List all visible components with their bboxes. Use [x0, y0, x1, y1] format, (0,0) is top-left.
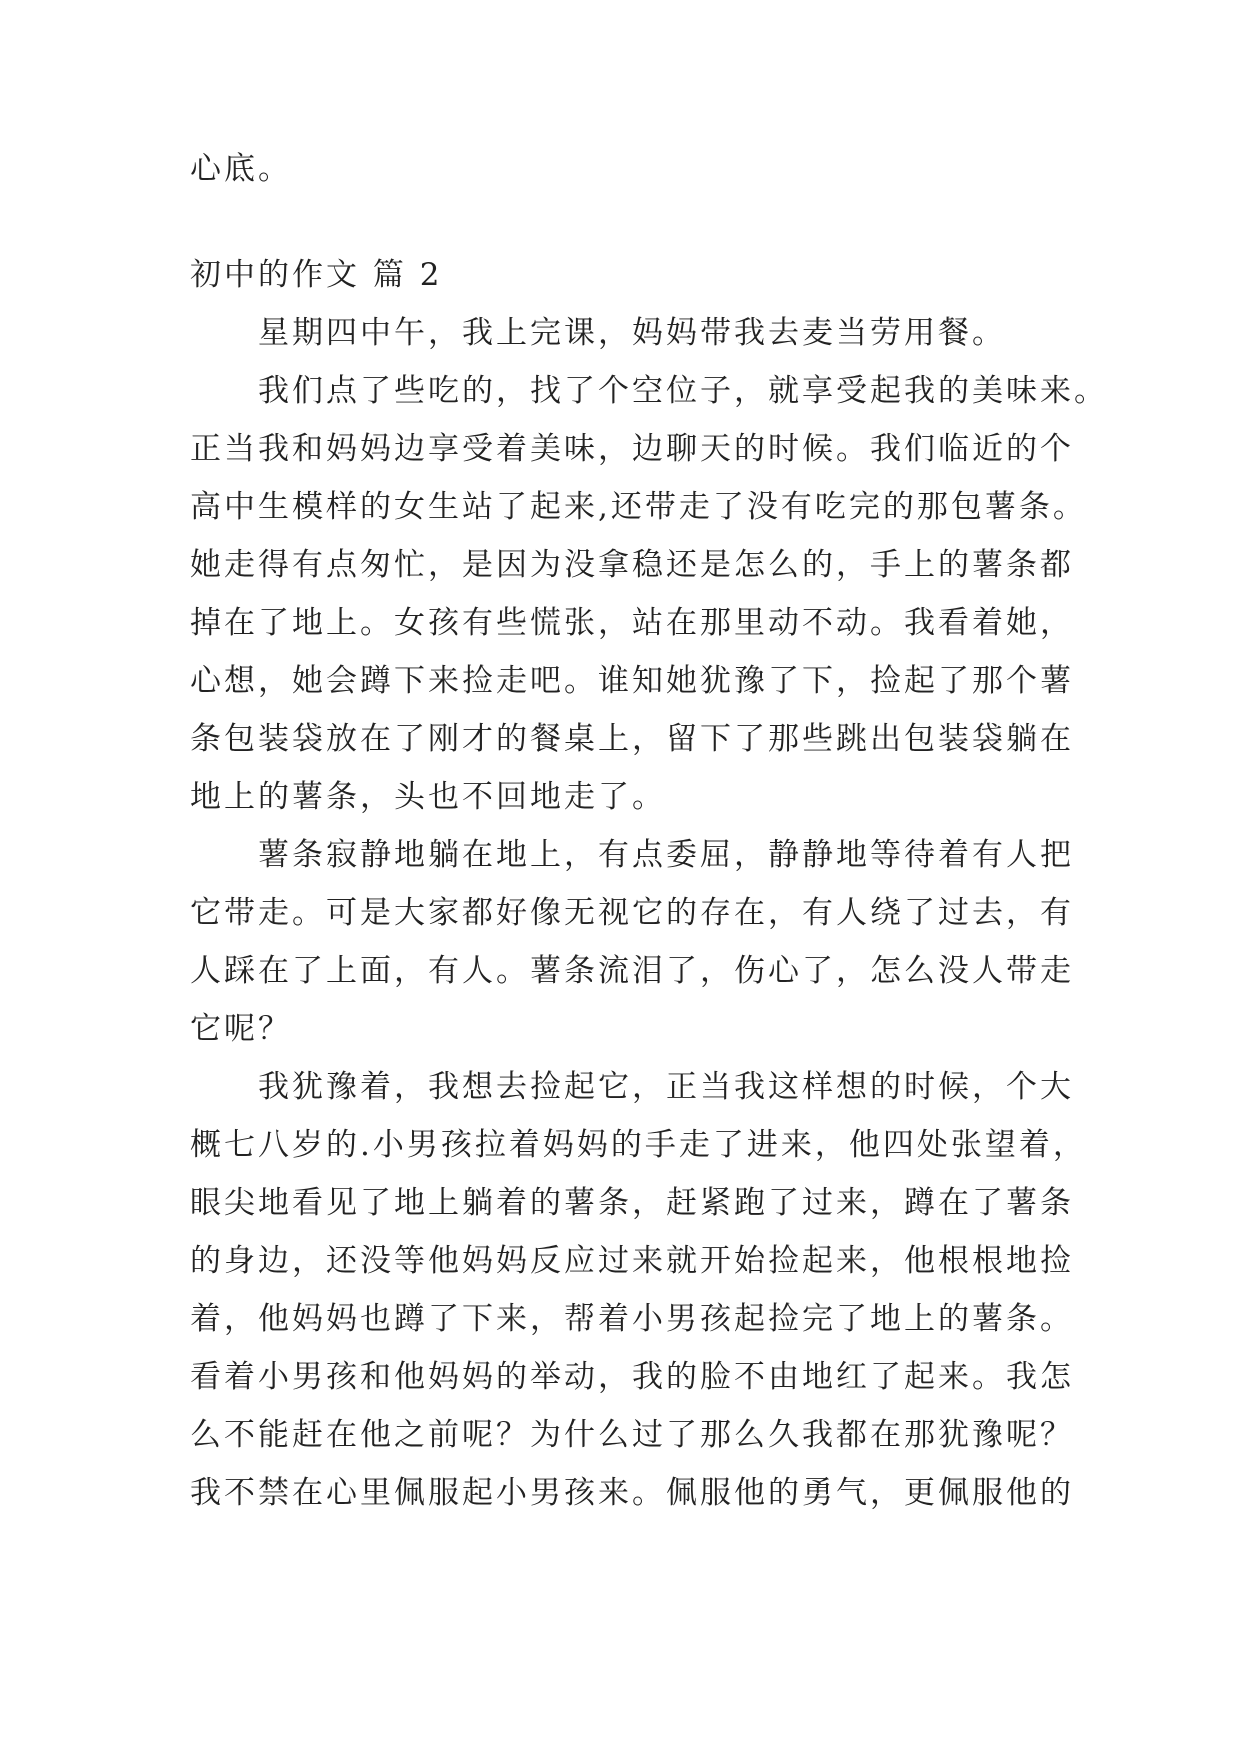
text-line: 心想，她会蹲下来捡走吧。谁知她犹豫了下，捡起了那个薯 — [190, 663, 1074, 699]
text-line: 高中生模样的女生站了起来,还带走了没有吃完的那包薯条。 — [190, 489, 1087, 525]
text-line: 么不能赶在他之前呢？为什么过了那么久我都在那犹豫呢？ — [190, 1417, 1074, 1453]
section-heading — [190, 246, 1070, 304]
paragraph-4 — [190, 1058, 1087, 1522]
text-line: 心底。 — [190, 151, 292, 187]
continuation-text — [190, 140, 1070, 198]
text-line: 她走得有点匆忙，是因为没拿稳还是怎么的，手上的薯条都 — [190, 547, 1074, 583]
text-line: 着，他妈妈也蹲了下来，帮着小男孩起捡完了地上的薯条。 — [190, 1301, 1074, 1337]
text-line: 它带走。可是大家都好像无视它的存在，有人绕了过去，有 — [190, 895, 1074, 931]
text-line: 地上的薯条，头也不回地走了。 — [190, 779, 666, 815]
section-heading-text: 初中的作文 篇 2 — [190, 257, 443, 293]
paragraph-2 — [190, 362, 1108, 826]
text-line: 条包装袋放在了刚才的餐桌上，留下了那些跳出包装袋躺在 — [190, 721, 1074, 757]
text-line: 我不禁在心里佩服起小男孩来。佩服他的勇气，更佩服他的 — [190, 1475, 1074, 1511]
paragraph-3 — [190, 826, 1074, 1058]
text-line: 薯条寂静地躺在地上，有点委屈，静静地等待着有人把 — [258, 837, 1074, 873]
text-line: 正当我和妈妈边享受着美味，边聊天的时候。我们临近的个 — [190, 431, 1074, 467]
text-line: 我犹豫着，我想去捡起它，正当我这样想的时候，个大 — [258, 1069, 1074, 1105]
text-line: 人踩在了上面，有人。薯条流泪了，伤心了，怎么没人带走 — [190, 953, 1074, 989]
text-line: 眼尖地看见了地上躺着的薯条，赶紧跑了过来，蹲在了薯条 — [190, 1185, 1074, 1221]
text-line: 我们点了些吃的，找了个空位子，就享受起我的美味来。 — [258, 373, 1108, 409]
paragraph-1 — [190, 304, 1070, 362]
text-line: 的身边，还没等他妈妈反应过来就开始捡起来，他根根地捡 — [190, 1243, 1074, 1279]
text-line: 掉在了地上。女孩有些慌张，站在那里动不动。我看着她， — [190, 605, 1074, 641]
text-line: 它呢？ — [190, 1011, 292, 1047]
text-line: 星期四中午，我上完课，妈妈带我去麦当劳用餐。 — [258, 315, 1006, 351]
text-line: 看着小男孩和他妈妈的举动，我的脸不由地红了起来。我怎 — [190, 1359, 1074, 1395]
text-line: 概七八岁的.小男孩拉着妈妈的手走了进来，他四处张望着， — [190, 1127, 1087, 1163]
